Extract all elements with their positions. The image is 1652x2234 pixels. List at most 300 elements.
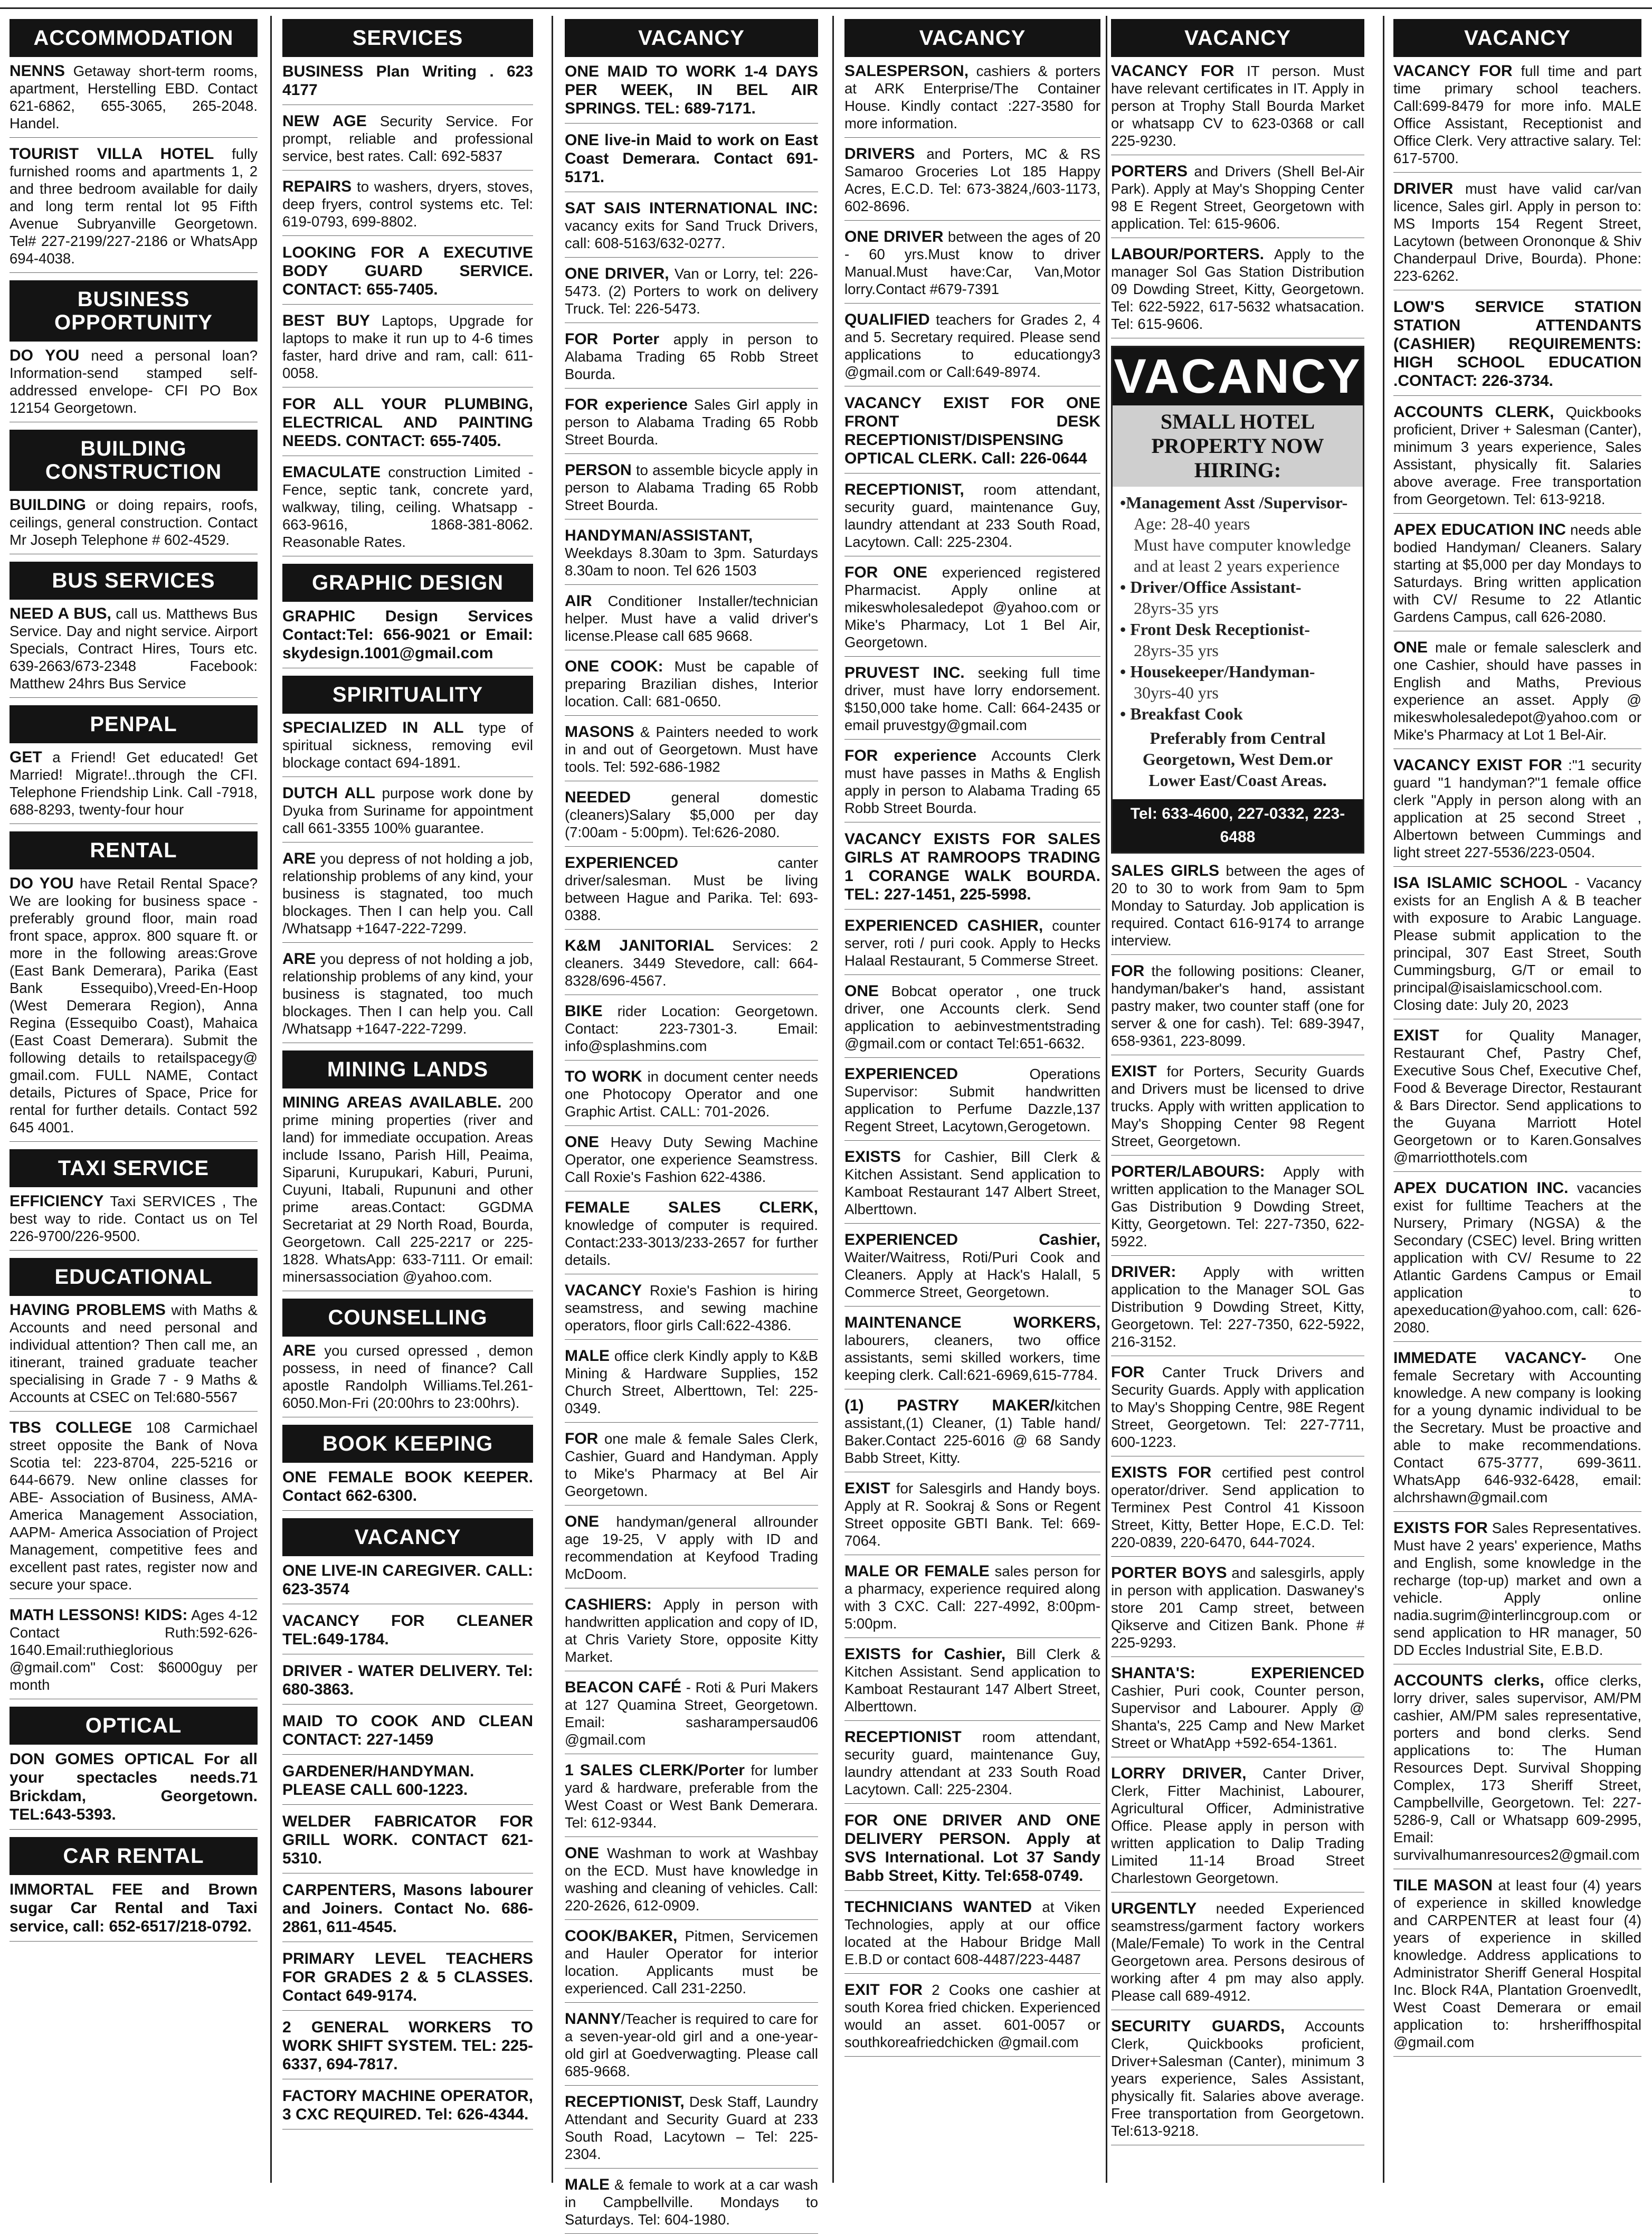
- ad-lead: TBS COLLEGE: [10, 1419, 132, 1436]
- ad-lead: MAINTENANCE WORKERS,: [844, 1314, 1100, 1331]
- ad-lead: VACANCY FOR CLEANER: [282, 1612, 533, 1630]
- classified-ad: [565, 723, 818, 781]
- ad-lead: LABOUR/PORTERS.: [1111, 245, 1265, 263]
- poster-subtitle: SMALL HOTEL PROPERTY NOW HIRING:: [1113, 405, 1363, 487]
- ad-text: CONTACT: 227-1459: [282, 1731, 434, 1748]
- column-2: [282, 16, 533, 2183]
- ad-lead: DO YOU: [10, 347, 80, 364]
- classified-ad: [565, 62, 818, 124]
- classified-ad: [282, 1468, 533, 1511]
- ad-text: fully furnished rooms and apartments 1, 2 and three bedroom available for daily and long term rental lot 95 Fifth Avenue Subryanville Georgetown. Tel# 227-2199/227-2186 or WhatsApp 694-4038.: [10, 146, 258, 267]
- section-header-vacancy: VACANCY: [282, 1518, 533, 1556]
- ad-text: CALL: 623-3574: [282, 1562, 533, 1598]
- classified-ad: [565, 2010, 818, 2086]
- classified-ad: [844, 145, 1100, 221]
- ad-lead: FOR experience: [844, 747, 977, 764]
- classified-ad: [565, 1679, 818, 1754]
- classified-ad: [282, 1949, 533, 2011]
- classified-ad: [1393, 521, 1641, 631]
- ad-lead: DUTCH ALL: [282, 784, 375, 802]
- classified-ad: [565, 1068, 818, 1126]
- ad-text: counter server, roti / puri cook. Apply to Hecks Halaal Restaurant, 5 Commerse Street.: [844, 917, 1100, 969]
- classified-ad: [844, 917, 1100, 975]
- ad-lead: GET: [10, 749, 42, 766]
- ad-text: room attendant, security guard, maintenance Guy, laundry attendant at 233 South Road, Lacytown. Call: 225-2304.: [844, 481, 1100, 550]
- ad-lead: EXIST: [844, 1480, 890, 1497]
- ad-text: kitchen assistant,(1) Cleaner, (1) Table hand/ Baker.Contact 225-6016 @ 68 Sandy Babb Street, Kitty.: [844, 1397, 1100, 1466]
- classified-ad: [282, 1561, 533, 1604]
- ad-text: labourers, cleaners, two office assistants, semi skilled workers, time keeping clerk. Call:621-6969,615-7784.: [844, 1332, 1100, 1383]
- ad-lead: DON GOMES OPTICAL: [10, 1750, 194, 1768]
- classified-ad: [565, 131, 818, 192]
- poster-position-detail: Must have computer knowledge: [1134, 535, 1351, 554]
- ad-lead: DRIVER:: [1111, 1263, 1176, 1281]
- ad-text: or doing repairs, roofs, ceilings, general construction. Contact Mr Joseph Telephone # 602-4529.: [10, 497, 258, 548]
- classified-ad: [1393, 1179, 1641, 1342]
- ad-text: for Cashier, Bill Clerk & Kitchen Assistant. Send application to Kamboat Restaurant 147 Albert Street, Alberttown.: [844, 1149, 1100, 1217]
- ad-text: have Retail Rental Space? We are looking for business space - preferably ground floor, main road front space, approx. 800 square ft. or more in the following areas:Grove (East Bank Demerara), Parika (East Bank Essequibo),Vreed-En-Hoop (West Demerara Region), Anna Regina (Essequibo Coast), Mahaica (East Coast Demerara). Submit the following details to retailspacegy@ gmail.com. FULL NAME, Contact details, Pictures of Space, Price for rental for further details. Contact 592 645 4001.: [10, 875, 258, 1135]
- classified-ad: [282, 1094, 533, 1291]
- classified-ad: [1393, 639, 1641, 749]
- ad-lead: PRUVEST INC.: [844, 664, 965, 681]
- classified-ad: [1111, 1263, 1364, 1356]
- ad-text: .CONTACT: 226-3734.: [1393, 372, 1553, 390]
- classified-ad: [1393, 874, 1641, 1019]
- ad-lead: BUILDING: [10, 496, 86, 514]
- ad-lead: PORTER/LABOURS:: [1111, 1163, 1265, 1180]
- ad-lead: DRIVERS: [844, 145, 915, 163]
- ad-lead: HANDYMAN/ASSISTANT,: [565, 527, 753, 544]
- ad-lead: VACANCY FOR: [1111, 62, 1235, 80]
- ad-text: Washman to work at Washbay on the ECD. Must have knowledge in washing and cleaning of vehicles. Call: 220-2626, 612-0909.: [565, 1845, 818, 1914]
- ad-lead: FOR ALL YOUR PLUMBING, ELECTRICAL AND PAINTING NEEDS.: [282, 395, 533, 450]
- classified-ad: [10, 1419, 258, 1599]
- column-divider: [1106, 16, 1107, 2183]
- ad-lead: TILE MASON: [1393, 1877, 1493, 1894]
- ad-text: you cursed opressed , demon possess, in need of finance? Call apostle Randolph Williams.Tel.261-6050.Mon-Fri (20:00hrs to 23:00hrs).: [282, 1342, 533, 1411]
- classified-ad: [565, 461, 818, 519]
- ad-text: and Porters, MC & RS Samaroo Groceries Lot 185 Happy Acres, E.C.D. Tel: 673-3824,/603-1173, 602-8696.: [844, 146, 1100, 214]
- ad-text: to assemble bicycle apply in person to Alabama Trading 65 Robb Street Bourda.: [565, 462, 818, 513]
- ad-text: vacancy exits for Sand Truck Drivers, call: 608-5163/632-0277.: [565, 217, 818, 251]
- classified-ad: [282, 112, 533, 171]
- ad-text: must have valid car/van licence, Sales girl. Apply in person to: MS Imports 154 Regent Street, Lacytown (between Orononque & Shiv Chanderpaul Drive, Bourda). Phone: 223-6262.: [1393, 181, 1641, 284]
- classified-ad: [565, 396, 818, 454]
- ad-lead: SALES GIRLS: [1111, 862, 1219, 879]
- section-header-book-keeping: BOOK KEEPING: [282, 1425, 533, 1463]
- ad-lead: VACANCY EXIST FOR ONE FRONT DESK RECEPTIONIST/DISPENSING OPTICAL CLERK.: [844, 394, 1100, 467]
- section-header-building-construction: BUILDING CONSTRUCTION: [10, 430, 258, 491]
- ad-lead: VACANCY EXIST FOR: [1393, 756, 1562, 774]
- ad-text: general domestic (cleaners)Salary $5,000 per day (7:00am - 5:00pm). Tel:626-2080.: [565, 789, 818, 840]
- classified-ad: [1393, 62, 1641, 173]
- ad-text: Ages 4-12 Contact Ruth:592-626-1640.Email:ruthieglorious @gmail.com" Cost: $6000guy per month: [10, 1607, 258, 1693]
- classified-ad: [10, 62, 258, 138]
- ad-lead: DO YOU: [10, 875, 74, 892]
- classified-ad: [1393, 403, 1641, 514]
- ad-lead: EXPERIENCED Cashier,: [844, 1231, 1100, 1248]
- section-header-graphic-design: GRAPHIC DESIGN: [282, 564, 533, 602]
- ad-text: Apply with written application to the Manager SOL Gas Distribution 9 Dowding Street, Kitty, Georgetown. Tel: 227-7350, 622-5922, 216-3152.: [1111, 1264, 1364, 1350]
- ad-lead: GARDENER/HANDYMAN.: [282, 1763, 474, 1780]
- classified-ad: [565, 1133, 818, 1191]
- ad-lead: IMMEDATE VACANCY-: [1393, 1349, 1587, 1367]
- ad-text: office clerk Kindly apply to K&B Mining & Hardware Supplies, 152 Church Street, Alberttown, Tel: 225-0349.: [565, 1348, 818, 1416]
- classified-ad: [1393, 180, 1641, 290]
- ad-text: 200 prime mining properties (river and land) for immediate occupation. Areas include Issano, Parish Hill, Peaima, Siparuni, Kurupukari, Kaburi, Puruni, Cuyuni, Itabali, Rupununi and other prime areas.Contact: GGDMA Secretariat at 29 North Road, Bourda, Georgetown. Call 225-2217 or 225-1828. WhatsApp: 633-7111. Or email: minersassociation @yahoo.com.: [282, 1094, 533, 1285]
- ad-lead: ACCOUNTS CLERK,: [1393, 403, 1554, 421]
- classified-ad: [282, 784, 533, 843]
- classified-ad: [565, 265, 818, 323]
- classified-ad: [844, 1231, 1100, 1307]
- ad-text: type of spiritual sickness, removing evil blockage contact 694-1891.: [282, 720, 533, 771]
- ad-lead: RECEPTIONIST: [844, 1728, 962, 1746]
- ad-text: a Friend! Get educated! Get Married! Migrate!..through the CFI. Telephone Friendship Link. Call -7918, 688-8293, twenty-four hour: [10, 749, 258, 818]
- ad-lead: GRAPHIC Design Services: [282, 608, 533, 625]
- ad-text: you depress of not holding a job, relationship problems of any kind, your business is stagnated, too much blockages. Then I can help you. Call /Whatsapp +1647-222-7299.: [282, 951, 533, 1037]
- ad-lead: EXISTS FOR: [1111, 1464, 1212, 1481]
- ad-lead: APEX EDUCATION INC: [1393, 521, 1566, 538]
- classified-ad: [565, 592, 818, 650]
- classified-ad: [565, 658, 818, 716]
- ad-lead: ONE LIVE-IN CAREGIVER.: [282, 1562, 481, 1579]
- ad-text: seeking full time driver, must have lorry endorsement. $150,000 take home. Call: 664-2435 or email pruvestgy@gmail.com: [844, 665, 1100, 733]
- ad-text: certified pest control operator/driver. Send application to Terminex Pest Control 41 Kissoon Street, Kitty, Better Hope, E.C.D. Tel: 220-0839, 220-6470, 644-7024.: [1111, 1464, 1365, 1550]
- section-header-penpal: PENPAL: [10, 705, 258, 743]
- classified-ad: [1111, 1063, 1364, 1156]
- ad-lead: ONE: [844, 982, 879, 1000]
- ad-lead: IMMORTAL FEE: [10, 1881, 143, 1898]
- classified-ad: [282, 1662, 533, 1705]
- ad-text: in document center needs one Photocopy Operator and one Graphic Artist. CALL: 701-2026.: [565, 1068, 819, 1120]
- ad-text: full time and part time primary school teachers. Call:699-8479 for more info. MALE Office Assistant, Receptionist and Office Clerk. Very attractive salary. Tel: 617-5700.: [1393, 63, 1641, 166]
- poster-position-detail: Age: 28-40 years: [1134, 514, 1250, 533]
- ad-text: Tel: 626-4344.: [421, 2106, 529, 2123]
- classified-ad: [844, 311, 1100, 386]
- classified-ad: [10, 145, 258, 273]
- ad-text: . 623 4177: [282, 63, 533, 99]
- classified-ad: [282, 719, 533, 777]
- classified-ad: [1111, 1163, 1364, 1256]
- ad-lead: AIR: [565, 592, 592, 610]
- classified-ad: [565, 937, 818, 995]
- classified-ad: [1393, 1672, 1641, 1869]
- ad-text: with Maths & Accounts and need personal and individual attention? Then call me, an itinerant, trained graduate teacher specialising in Grade 7 - 9 Maths & Accounts at CSEC on Tel:680-5567: [10, 1302, 258, 1405]
- ad-text: Services: 2 cleaners. 3449 Stevedore, call: 664-8328/696-4567.: [565, 938, 818, 989]
- column-divider: [1383, 16, 1384, 2183]
- poster-body: [1113, 487, 1363, 799]
- ad-lead: FOR: [1111, 1364, 1145, 1381]
- ad-lead: FEMALE SALES CLERK,: [565, 1199, 818, 1216]
- ad-text: Bobcat operator , one truck driver, one Accounts clerk. Send application to aebinvestmentstrading @gmail.com or contact Tel:651-6632.: [844, 983, 1100, 1052]
- ad-text: you depress of not holding a job, relationship problems of any kind, your business is stagnated, too much blockages. Then I can help you. Call /Whatsapp +1647-222-7299.: [282, 850, 533, 936]
- classified-ad: [282, 1712, 533, 1755]
- ad-lead: NENNS: [10, 62, 65, 80]
- poster-position: •Management Asst /Supervisor-: [1120, 493, 1348, 512]
- ad-text: between the ages of 20 - 60 yrs.Must know to driver Manual.Must have:Car, Van,Motor lorry.Contact #679-7391: [844, 229, 1100, 297]
- ad-text: needed Experienced seamstress/garment factory workers (Male/Female) To work in the Central Georgetown area. Persons desirous of working after 4 pm may also apply. Please call 689-4912.: [1111, 1900, 1364, 2004]
- classified-ad: [1111, 1564, 1364, 1657]
- ad-lead: EXIT FOR: [844, 1981, 923, 1999]
- classified-ad: [844, 1981, 1100, 2057]
- ad-text: CONTACT: 655-7405.: [282, 281, 438, 298]
- ad-lead: QUALIFIED: [844, 311, 930, 328]
- ad-lead: SHANTA'S: EXPERIENCED: [1111, 1664, 1364, 1682]
- classified-ad: [844, 664, 1100, 740]
- ad-text: room attendant, security guard, maintenance Guy, laundry attendant at 233 South Road Lacytown. Call: 225-2304.: [844, 1729, 1100, 1797]
- ad-text: for Quality Manager, Restaurant Chef, Pastry Chef, Executive Sous Chef, Executive Chef, Food & Beverage Director, Restaurant & Bars Director. Send applications to the Guyana Marriott Hotel Georgetown or to Karen.Gonsalves @marriotthotels.com: [1393, 1027, 1641, 1166]
- ad-lead: (1) PASTRY MAKER/: [844, 1397, 1055, 1414]
- classified-ad: [1393, 1877, 1641, 2057]
- classified-ad: [844, 1645, 1100, 1721]
- column-divider: [270, 16, 272, 2183]
- ad-text: office clerks, lorry driver, sales supervisor, AM/PM cashier, AM/PM sales representative, porters and bond clerks. Send applications to: The Human Resources Dept. Survival Shopping Complex, 173 Sheriff Street, Campbellville, Georgetown. Tel: 227-5286-9, Call or Whatsapp 609-2995, Email: survivalhumanresources2@gmail.com: [1393, 1672, 1641, 1863]
- classified-ad: [1111, 1464, 1364, 1557]
- ad-text: Accounts Clerk, Quickbooks proficient, Driver+Salesman (Canter), minimum 3 years experience, Sales Assistant, physically fit. Salaries above average. Free transportation from Georgetown. Tel:613-9218.: [1111, 2018, 1364, 2139]
- ad-text: Laptops, Upgrade for laptops to make it run up to 4-6 times faster, hard drive and ram, call: 611-0058.: [282, 313, 533, 381]
- ad-text: apply in person to Alabama Trading 65 Robb Street Bourda.: [565, 331, 818, 382]
- section-header-vacancy: VACANCY: [1393, 19, 1641, 57]
- classified-ad: [282, 950, 533, 1043]
- ad-text: Waiter/Waitress, Roti/Puri Cook and Cleaners. Apply at Hack's Halall, 5 Commerce Street, Georgetown.: [844, 1249, 1100, 1300]
- ad-text: TEL: 227-1451, 225-5998.: [844, 886, 1031, 903]
- ad-text: Sales Girl apply in person to Alabama Trading 65 Robb Street Bourda.: [565, 396, 818, 448]
- ad-text: Masons labourer and Joiners. Contact No. 686-2861, 611-4545.: [282, 1881, 533, 1936]
- classified-ad: [282, 2018, 533, 2079]
- classified-ad: [844, 982, 1100, 1058]
- ad-lead: WELDER FABRICATOR FOR GRILL WORK.: [282, 1813, 533, 1849]
- ad-text: 108 Carmichael street opposite the Bank of Nova Scotia tel: 223-8704, 225-5216 or 644-6679. New online classes for ABE- Association of Business, AMA- America Management Association, AAPM- America Association of Project Management, competitive fees and excellent past rates, register now and secure your space.: [10, 1419, 258, 1593]
- poster-note: Preferably from Central Georgetown, West Dem.or Lower East/Coast Areas.: [1142, 728, 1333, 790]
- ad-text: and Drivers (Shell Bel-Air Park). Apply at May's Shopping Center 98 E Regent Street, Georgetown with application. Tel: 615-9606.: [1111, 163, 1364, 232]
- ad-text: Operations Supervisor: Submit handwritten application to Perfume Dazzle,137 Regent Street, Lacytown,Gerogetown.: [844, 1066, 1100, 1134]
- ad-lead: EFFICIENCY: [10, 1192, 104, 1210]
- ad-lead: ONE: [565, 1133, 600, 1151]
- ad-text: Taxi SERVICES , The best way to ride. Contact us on Tel 226-9700/226-9500.: [10, 1193, 258, 1244]
- ad-lead: ARE: [282, 950, 316, 968]
- ad-lead: ONE MAID TO WORK 1-4 DAYS PER WEEK, IN BEL AIR SPRINGS.: [565, 63, 818, 117]
- classified-ad: [565, 2093, 818, 2169]
- ad-text: TEL: 225-6337, 694-7817.: [282, 2037, 533, 2073]
- classified-ad: [1111, 862, 1364, 955]
- section-header-business-opportunity: BUSINESS OPPORTUNITY: [10, 280, 258, 342]
- classified-ad: [844, 1728, 1100, 1804]
- ad-lead: ARE: [282, 1342, 316, 1359]
- ad-text: Pitmen, Servicemen and Hauler Operator for interior location. Applicants must be experienced. Call 231-2250.: [565, 1928, 818, 1996]
- classified-ad: [844, 481, 1100, 556]
- classified-ad: [565, 854, 818, 930]
- ad-text: Security Service. For prompt, reliable and professional service, best rates. Call: 692-5837: [282, 113, 533, 164]
- ad-lead: NEED A BUS,: [10, 605, 111, 622]
- ad-lead: BEACON CAFÉ: [565, 1679, 682, 1696]
- ad-text: knowledge of computer is required. Contact:233-3013/233-2657 for further details.: [565, 1217, 818, 1268]
- ad-lead: PERSON: [565, 461, 632, 479]
- classified-ad: [1111, 2018, 1364, 2145]
- section-header-car-rental: CAR RENTAL: [10, 1837, 258, 1875]
- section-header-mining-lands: MINING LANDS: [282, 1050, 533, 1088]
- ad-lead: BIKE: [565, 1002, 603, 1020]
- ad-text: One female Secretary with Accounting knowledge. A new company is looking for a young dynamic individual to be the Secretary. Must be proactive and able to make recommendations. Contact 675-3777, 699-3611. WhatsApp 646-932-6428, email: alchrshawn@gmail.com: [1393, 1350, 1641, 1506]
- classified-ad: [282, 1762, 533, 1805]
- ad-lead: MALE: [565, 2176, 610, 2193]
- classified-ad: [565, 1199, 818, 1274]
- ad-text: Roxie's Fashion is hiring seamstress, and sewing machine operators, floor girls Call:622-4386.: [565, 1282, 818, 1333]
- ad-text: Contact:Tel: 656-9021 or Email: skydesign.1001@gmail.com: [282, 626, 533, 662]
- classified-ad: [844, 1898, 1100, 1974]
- poster-position: • Driver/Office Assistant-: [1120, 578, 1302, 597]
- ad-text: Cashier, Puri cook, Counter person, Supervisor and Labourer. Apply @ Shanta's, 225 Camp and New Market Street or WhatApp +592-654-1361.: [1111, 1682, 1364, 1751]
- ad-lead: LOW'S SERVICE STATION STATION ATTENDANTS (CASHIER) REQUIREMENTS: HIGH SCHOOL EDUCATION: [1393, 298, 1641, 371]
- ad-lead: SALESPERSON,: [844, 62, 969, 80]
- ad-lead: EXIST: [1111, 1063, 1157, 1080]
- classified-ad: [1111, 1900, 1364, 2010]
- ad-text: male or female salesclerk and one Cashier, should have passes in English and Maths, Previous experience an asset. Apply @ mikeswholesaledepot@yahoo.com or Mike's Pharmacy at Lot 1 Bel-Air.: [1393, 639, 1641, 743]
- ad-lead: ONE DRIVER,: [565, 265, 669, 282]
- poster-position: • Breakfast Cook: [1120, 704, 1243, 723]
- classified-ad: [565, 330, 818, 389]
- classified-ad: [1393, 1027, 1641, 1172]
- classified-ad: [844, 830, 1100, 910]
- ad-text: - Vacancy exists for an English A & B teacher with exposure to Arabic Language. Please submit application to the principal, 307 East Street, South Cummingsburg, G/T or email to principal@isaislamicschool.com. Closing date: July 20, 2023: [1393, 875, 1641, 1013]
- classified-ad: [282, 607, 533, 668]
- classified-ad: [844, 1148, 1100, 1224]
- ad-lead: K&M JANITORIAL: [565, 937, 714, 954]
- ad-text: handyman/general allrounder age 19-25, V apply with ID and recommendation at Keyfood Trading McDoom.: [565, 1513, 818, 1582]
- ad-lead: PRIMARY LEVEL TEACHERS FOR GRADES 2 & 5 CLASSES.: [282, 1950, 533, 1986]
- ad-lead: PORTER BOYS: [1111, 1564, 1227, 1582]
- ad-lead: PORTERS: [1111, 163, 1188, 180]
- ad-lead: TOURIST VILLA HOTEL: [10, 145, 214, 163]
- classified-ad: [10, 1301, 258, 1412]
- classified-ad: [282, 1812, 533, 1873]
- ad-lead: EXISTS: [844, 1148, 901, 1166]
- classified-ad: [1111, 1664, 1364, 1757]
- ad-text: the following positions: Cleaner, handyman/baker's hand, assistant pastry maker, two counter staff (one for server & one for cash). Tel: 689-3947, 658-9361, 223-8099.: [1111, 963, 1364, 1049]
- ad-text: Apply with written application to the Manager SOL Gas Distribution 9 Dowding Street, Kitty, Georgetown. Tel: 227-7350, 622-5922.: [1111, 1163, 1364, 1249]
- poster-contact: Tel: 633-4600, 227-0332, 223-6488: [1113, 799, 1363, 852]
- classified-ad: [1111, 1364, 1364, 1456]
- column-4: [844, 16, 1100, 2183]
- ad-text: Conditioner Installer/technician helper. Must have a valid driver's license.Please call 685 9668.: [565, 593, 818, 644]
- ad-lead: REPAIRS: [282, 178, 352, 195]
- ad-lead: BEST BUY: [282, 312, 371, 329]
- ad-lead: FOR: [1111, 962, 1145, 980]
- ad-text: Call: 226-0644: [977, 450, 1087, 467]
- ad-text: Must be capable of preparing Brazilian dishes, Interior location. Call: 681-0650.: [565, 658, 818, 709]
- ad-lead: ONE: [565, 1844, 600, 1862]
- column-divider: [552, 16, 553, 2183]
- ad-text: Van or Lorry, tel: 226-5473. (2) Porters to work on delivery Truck. Tel: 226-5473.: [565, 266, 818, 317]
- section-header-bus-services: BUS SERVICES: [10, 562, 258, 600]
- ad-lead: RECEPTIONIST,: [844, 481, 964, 498]
- ad-text: Contact 649-9174.: [282, 1987, 417, 2004]
- classified-ad: [844, 1480, 1100, 1555]
- classified-ad: [565, 1513, 818, 1588]
- vacancy-poster: [1111, 346, 1364, 854]
- classified-ad: [844, 1397, 1100, 1472]
- page-top-rule: [0, 0, 1652, 9]
- ad-text: call us. Matthews Bus Service. Day and night service. Airport Specials, Contract Hires, Tours etc. 639-2663/673-2348 Facebook: Matthew 24hrs Bus Service: [10, 605, 258, 692]
- ad-text: teachers for Grades 2, 4 and 5. Secretary required. Please send applications to educationgy3 @gmail.com or Call:649-8974.: [844, 311, 1100, 380]
- ad-text: for Salesgirls and Handy boys. Apply at R. Sookraj & Sons or Regent Street opposite GBTI Bank. Tel: 669-7064.: [844, 1480, 1100, 1549]
- ad-text: Heavy Duty Sewing Machine Operator, one experience Seamstress. Call Roxie's Fashion 622-4386.: [565, 1134, 818, 1185]
- classified-ad: [844, 62, 1100, 138]
- ad-text: & female to work at a car wash in Campbellville. Mondays to Saturdays. Tel: 604-1980.: [565, 2176, 818, 2228]
- ad-text: Getaway short-term rooms, apartment, Herstelling EBD. Contact 621-6862, 655-3065, 265-2048. Handel.: [10, 63, 258, 131]
- classified-ad: [1393, 1349, 1641, 1512]
- classified-ad: [565, 789, 818, 847]
- ad-text: for lumber yard & hardware, preferable from the West Coast or West Bank Demerara. Tel: 612-9344.: [565, 1762, 818, 1831]
- ad-text: Accounts Clerk must have passes in Maths & English apply in person to Alabama Trading 65 Robb Street Bourda.: [844, 747, 1100, 816]
- classified-ad: [1393, 756, 1641, 867]
- ad-lead: EXPERIENCED: [844, 1065, 958, 1083]
- classified-ad: [10, 875, 258, 1142]
- classified-ad: [844, 1065, 1100, 1141]
- ad-lead: CASHIERS:: [565, 1596, 652, 1613]
- ad-lead: NEW AGE: [282, 112, 367, 130]
- ad-lead: SECURITY GUARDS,: [1111, 2018, 1285, 2035]
- classified-ad: [1393, 298, 1641, 396]
- classified-ad: [1111, 245, 1364, 338]
- ad-text: canter driver/salesman. Must be living between Hague and Parika. Tel: 693-0388.: [565, 855, 818, 923]
- ad-lead: TECHNICIANS WANTED: [844, 1898, 1032, 1916]
- ad-lead: EXPERIENCED: [565, 854, 679, 872]
- ad-text: rider Location: Georgetown. Contact: 223-7301-3. Email: info@splashmins.com: [565, 1003, 818, 1054]
- ad-text: experienced registered Pharmacist. Apply online at mikeswholesaledepot @yahoo.com or Mike's Pharmacy, Lot 1 Bel Air, Georgetown.: [844, 564, 1100, 650]
- ad-lead: APEX DUCATION INC.: [1393, 1179, 1569, 1197]
- ad-text: TEL: 689-7171.: [640, 100, 756, 117]
- classified-ad: [844, 394, 1100, 474]
- classified-ad: [10, 347, 258, 422]
- section-header-educational: EDUCATIONAL: [10, 1258, 258, 1296]
- ad-lead: COOK/BAKER,: [565, 1927, 678, 1945]
- ad-lead: NANNY: [565, 2010, 621, 2028]
- ad-text: between the ages of 20 to 30 to work from 9am to 5pm Monday to Saturday. Job application is required. Contact 616-9174 to arrange interview.: [1111, 863, 1364, 949]
- poster-position: • Front Desk Receptionist-: [1120, 620, 1310, 639]
- classified-ad: [10, 1880, 258, 1942]
- ad-lead: ONE FEMALE BOOK KEEPER.: [282, 1469, 533, 1486]
- ad-text: need a personal loan? Information-send stamped self-addressed envelope- CFI PO Box 12154 Georgetown.: [10, 347, 258, 416]
- classified-ad: [1111, 163, 1364, 238]
- ad-text: and salesgirls, apply in person with application. Daswaney's store 201 Camp street, between Qikserve and Citizen Bank. Phone # 225-9293.: [1111, 1565, 1364, 1651]
- section-header-optical: OPTICAL: [10, 1707, 258, 1745]
- ad-text: at Viken Technologies, apply at our office located at the Habour Bridge Mall E.B.D or contact 608-4487/223-4487: [844, 1899, 1100, 1967]
- section-header-vacancy: VACANCY: [844, 19, 1100, 57]
- ad-lead: MASONS: [565, 723, 634, 741]
- ad-lead: VACANCY: [565, 1282, 642, 1299]
- ad-text: Desk Staff, Laundry Attendant and Security Guard at 233 South Road, Lacytown – Tel: 225-2304.: [565, 2094, 818, 2162]
- classified-ad: [565, 1762, 818, 1837]
- classified-ad: [10, 1192, 258, 1251]
- ad-lead: URGENTLY: [1111, 1900, 1197, 1917]
- classified-ad: [282, 1342, 533, 1417]
- ad-text: vacancies exist for fulltime Teachers at the Nursery, Primary (NGSA) & the Secondary (CSEC) level. Bring written application with CV/ Resume to 22 Atlantic Gardens Campus or Email application to apexeducation@yahoo.com, call: 626-2080.: [1393, 1180, 1641, 1336]
- ad-lead: TO WORK: [565, 1068, 642, 1085]
- ad-lead: SAT SAIS INTERNATIONAL INC:: [565, 200, 818, 217]
- ad-text: and Brown sugar Car Rental and Taxi service, call: 652-6517/218-0792.: [10, 1881, 258, 1935]
- ad-lead: ONE COOK:: [565, 658, 663, 675]
- ad-lead: HAVING PROBLEMS: [10, 1301, 166, 1319]
- section-header-services: SERVICES: [282, 19, 533, 57]
- section-header-counselling: COUNSELLING: [282, 1299, 533, 1337]
- ad-text: one male & female Sales Clerk, Cashier, Guard and Handyman. Apply to Mike's Pharmacy at Bel Air Georgetown.: [565, 1431, 818, 1499]
- ad-lead: CARPENTERS,: [282, 1881, 396, 1899]
- ad-text: for Porters, Security Guards and Drivers must be licensed to drive trucks. Apply with written application to May's Shopping Center 98 Regent Street, Georgetown.: [1111, 1063, 1364, 1149]
- classified-ad: [565, 1282, 818, 1340]
- ad-text: to washers, dryers, stoves, deep fryers, control systems etc. Tel: 619-0793, 699-8802.: [282, 178, 533, 230]
- ad-lead: MATH LESSONS! KIDS:: [10, 1606, 188, 1624]
- poster-position-detail: 28yrs-35 yrs: [1134, 641, 1219, 660]
